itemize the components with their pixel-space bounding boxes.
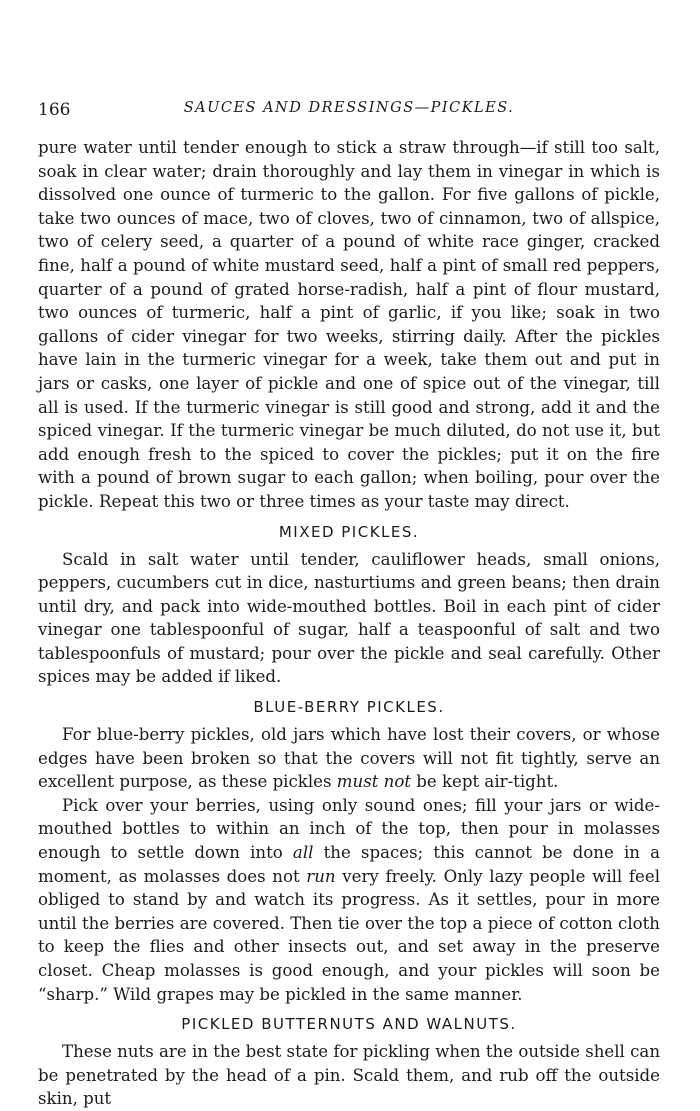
section-heading-mixed-pickles: MIXED PICKLES. — [278, 522, 420, 541]
mixed-pickles-paragraph: Scald in salt water until tender, cauliflower heads, small onions, peppers, cucumbers cut in dice, nasturtiums and green beans; then drain until dry, and pack into wide-mouthed bottles. Boil in each pint of cider vinegar one tablespoonful of sugar, half a teaspoonful of salt and two tablespoonfuls of mustard; pour over the pickle and seal carefully. Other spices may be added if liked. — [38, 549, 660, 687]
running-title: SAUCES AND DRESSINGS—PICKLES. — [183, 100, 515, 116]
text-run: very freely. Only lazy people will feel obliged to stand by and watch its progress. As it settles, pour in more until the berries are covered. Then tie over the top a piece of cotton cloth to keep the flies and other insects out, and set away in the preserve closet. Cheap molasses is good enough, and your pickles will soon be “sharp.” Wild grapes may be pickled in the same manner. — [38, 866, 661, 1004]
text-run: the spaces; this cannot be done in a moment, as molasses does not — [38, 843, 660, 886]
blue-berry-paragraph-2 — [38, 794, 660, 1006]
text-run: For blue-berry pickles, old jars which have lost their covers, or whose edges have been broken so that the covers will not fit tightly, serve an excellent purpose, as these pickles — [38, 725, 660, 792]
page-number: 166 — [38, 100, 71, 120]
butternuts-paragraph: These nuts are in the best state for pickling when the outside shell can be penetrated by the head of a pin. Scald them, and rub off the outside skin, put — [38, 1042, 661, 1109]
emphasis-text: run — [306, 866, 336, 886]
section-heading-blue-berry-pickles: BLUE-BERRY PICKLES. — [253, 698, 445, 717]
emphasis-text: all — [292, 843, 314, 863]
book-page — [38, 100, 660, 1111]
blue-berry-paragraph-1 — [38, 723, 660, 794]
intro-paragraph: pure water until tender enough to stick a straw through—if still too salt, soak in clear water; drain thoroughly and lay them in vinegar in which is dissolved one ounce of turmeric to the gallon. For five gallons of pickle, take two ounces of mace, two of cloves, two of cinnamon, two of allspice, two of celery seed, a quarter of a pound of white race ginger, cracked fine, half a pound of white mustard seed, half a pint of small red peppers, quarter of a pound of grated horse-radish, half a pint of flour mustard, two ounces of turmeric, half a pint of garlic, if you like; soak in two gallons of cider vinegar for two weeks, stirring daily. After the pickles have lain in the turmeric vinegar for a week, take them out and put in jars or casks, one layer of pickle and one of spice out of the vinegar, till all is used. If the turmeric vinegar is still good and strong, add it and the spiced vinegar. If the turmeric vinegar be much diluted, do not use it, but add enough fresh to the spiced to cover the pickles; put it on the fire with a pound of brown sugar to each gallon; when boiling, pour over the pickle. Repeat this two or three times as your taste may direct. — [38, 138, 660, 511]
section-heading-pickled-butternuts: PICKLED BUTTERNUTS AND WALNUTS. — [181, 1015, 517, 1034]
running-head — [38, 100, 660, 126]
text-run: Pick over your berries, using only sound ones; fill your jars or wide-mouthed bottles to within an inch of the top, then pour in molasses enough to settle down into — [38, 795, 660, 863]
emphasis-text: must not — [336, 772, 411, 792]
text-run: be kept air-tight. — [411, 772, 559, 792]
